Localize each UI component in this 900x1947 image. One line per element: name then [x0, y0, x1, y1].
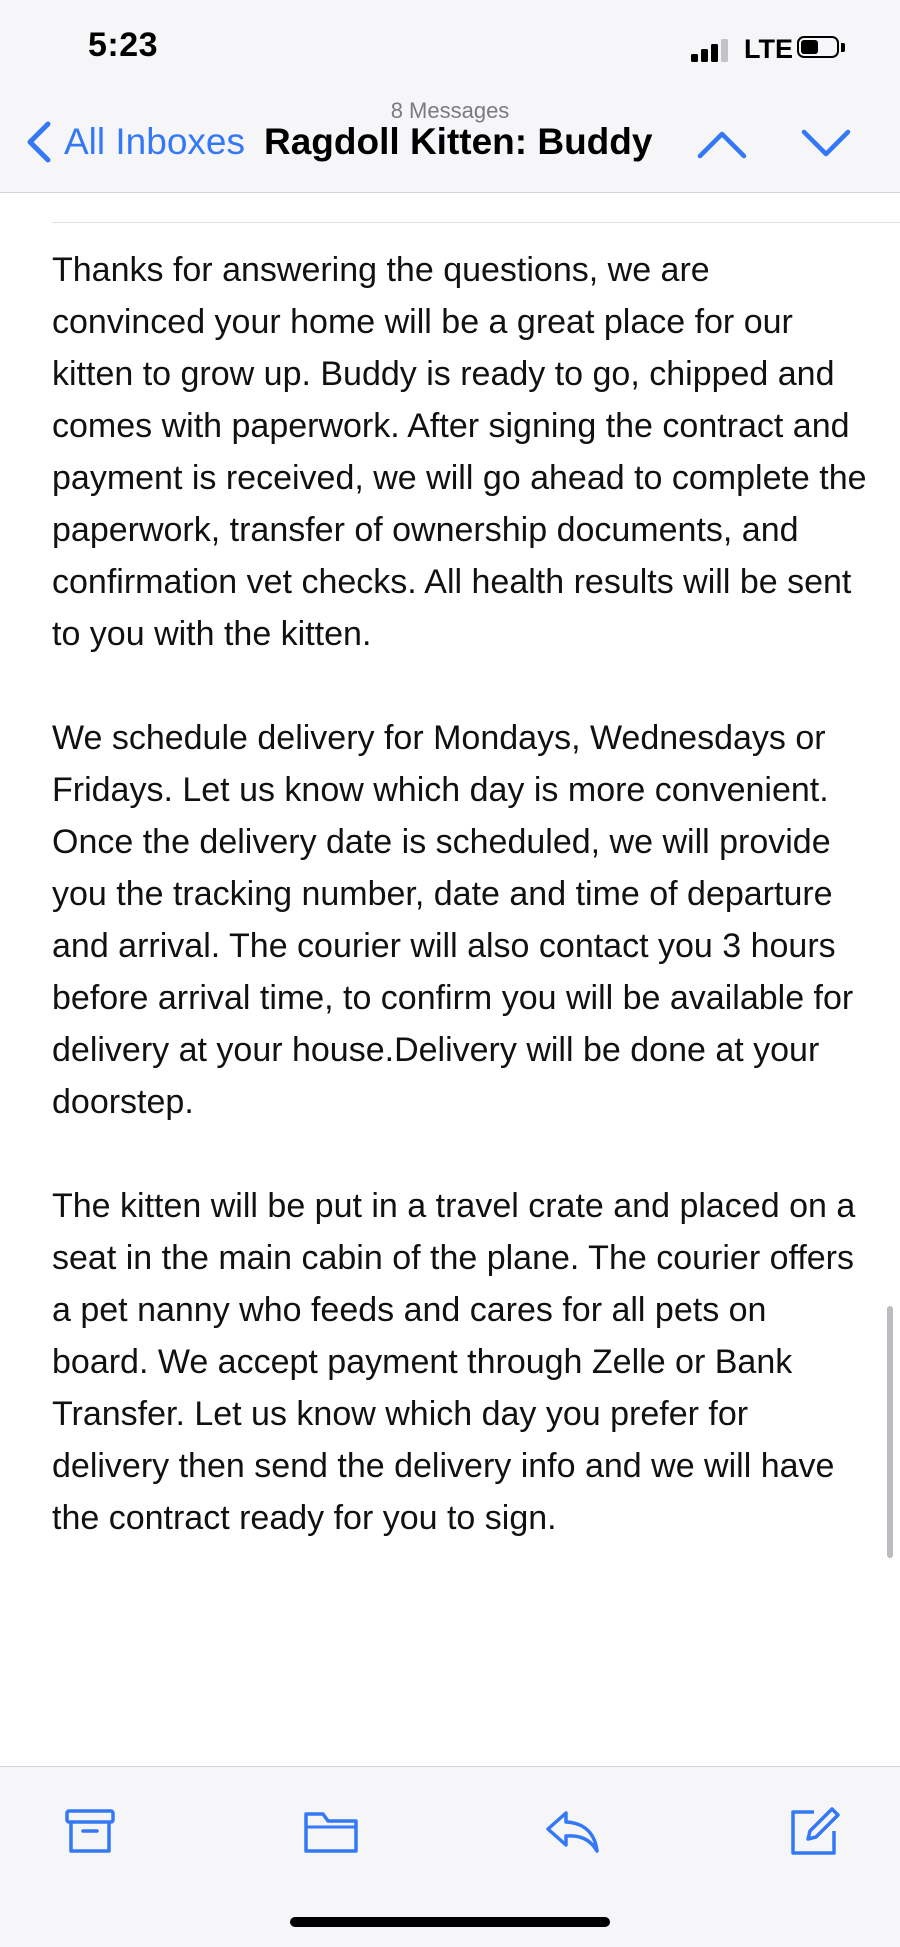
back-button-label: All Inboxes [64, 121, 245, 162]
chevron-up-icon [694, 120, 750, 168]
network-label: LTE [744, 34, 793, 64]
chevron-down-icon [798, 120, 854, 168]
compose-icon [784, 1801, 844, 1861]
battery-icon [797, 36, 845, 60]
compose-button[interactable] [784, 1801, 844, 1861]
archive-button[interactable] [60, 1801, 120, 1861]
email-body [52, 244, 872, 1596]
email-paragraph: The kitten will be put in a travel crate and placed on a seat in the main cabin of the plane. The courier offers a pet nanny who feeds and cares for all pets on board. We accept payment through Zelle or Bank Transfer. Let us know which day you prefer for delivery then send the delivery info and we will have the contract ready for you to sign. [52, 1187, 856, 1537]
message-count: 8 Messages [390, 98, 510, 123]
signal-icon [691, 38, 731, 62]
archive-icon [60, 1801, 120, 1861]
header [0, 0, 900, 193]
status-time: 5:23 [88, 26, 159, 64]
message-divider [52, 222, 900, 223]
chevron-left-icon [24, 120, 52, 164]
move-to-folder-button[interactable] [301, 1801, 361, 1861]
scrollbar[interactable] [887, 1306, 893, 1558]
reply-button[interactable] [542, 1801, 602, 1861]
home-indicator[interactable] [290, 1917, 610, 1927]
previous-message-button[interactable] [694, 120, 750, 168]
reply-icon [542, 1801, 602, 1861]
back-button[interactable] [24, 118, 245, 166]
folder-icon [301, 1801, 361, 1861]
email-paragraph: Thanks for answering the questions, we are convinced your home will be a great place for our kitten to grow up. Buddy is ready to go, chipped and comes with paperwork. After signing the contract and payment is received, we will go ahead to complete the paperwork, transfer of ownership documents, and confirmation vet checks. All health results will be sent to you with the kitten. [52, 251, 867, 653]
next-message-button[interactable] [798, 120, 854, 168]
email-paragraph: We schedule delivery for Mondays, Wednesdays or Fridays. Let us know which day is more convenient. Once the delivery date is scheduled, we will provide you the tracking number, date and time of departure and arrival. The courier will also contact you 3 hours before arrival time, to confirm you will be available for delivery at your house.Delivery will be done at your doorstep. [52, 719, 854, 1121]
thread-title: Ragdoll Kitten: Buddy [264, 121, 653, 162]
